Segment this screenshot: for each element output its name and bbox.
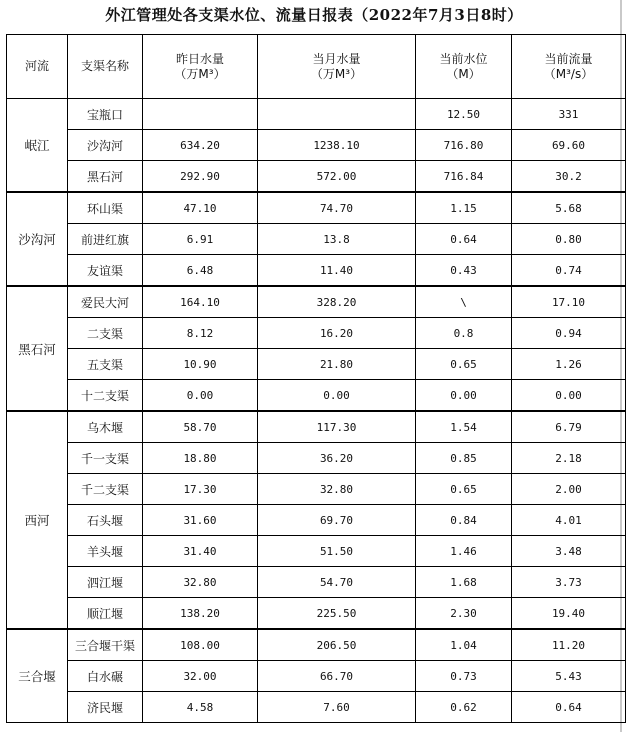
table-row xyxy=(7,192,626,224)
month-volume-cell xyxy=(258,99,416,130)
canal-name-cell: 二支渠 xyxy=(68,318,143,349)
month-volume-cell: 74.70 xyxy=(258,192,416,224)
canal-name-cell: 沙沟河 xyxy=(68,130,143,161)
header-yesterday-label: 昨日水量 xyxy=(175,51,224,66)
table-row xyxy=(7,629,626,661)
water-level-cell: 0.00 xyxy=(416,380,512,412)
month-volume-cell: 21.80 xyxy=(258,349,416,380)
river-name-cell: 岷江 xyxy=(7,99,68,193)
yesterday-volume-cell: 634.20 xyxy=(143,130,258,161)
table-row xyxy=(7,411,626,443)
river-name-cell: 黑石河 xyxy=(7,286,68,411)
header-month-unit: （万M³） xyxy=(310,66,363,81)
month-volume-cell: 206.50 xyxy=(258,629,416,661)
yesterday-volume-cell: 17.30 xyxy=(143,474,258,505)
table-row xyxy=(7,161,626,193)
header-row xyxy=(7,35,626,99)
month-volume-cell: 328.20 xyxy=(258,286,416,318)
canal-name-cell: 友谊渠 xyxy=(68,255,143,287)
canal-name-cell: 前进红旗 xyxy=(68,224,143,255)
yesterday-volume-cell: 47.10 xyxy=(143,192,258,224)
flow-rate-cell: 2.00 xyxy=(512,474,626,505)
header-river: 河流 xyxy=(7,35,68,99)
table-row xyxy=(7,380,626,412)
water-level-cell: 12.50 xyxy=(416,99,512,130)
canal-name-cell: 石头堰 xyxy=(68,505,143,536)
water-level-cell: 0.43 xyxy=(416,255,512,287)
header-flow-label: 当前流量 xyxy=(544,51,593,66)
header-flow xyxy=(512,35,626,99)
month-volume-cell: 572.00 xyxy=(258,161,416,193)
table-row xyxy=(7,692,626,723)
yesterday-volume-cell: 10.90 xyxy=(143,349,258,380)
table-row xyxy=(7,130,626,161)
yesterday-volume-cell xyxy=(143,99,258,130)
canal-name-cell: 泗江堰 xyxy=(68,567,143,598)
water-level-cell: 2.30 xyxy=(416,598,512,630)
yesterday-volume-cell: 32.00 xyxy=(143,661,258,692)
river-name-cell: 三合堰 xyxy=(7,629,68,723)
yesterday-volume-cell: 18.80 xyxy=(143,443,258,474)
month-volume-cell: 54.70 xyxy=(258,567,416,598)
canal-name-cell: 济民堰 xyxy=(68,692,143,723)
water-level-cell: 0.85 xyxy=(416,443,512,474)
canal-name-cell: 环山渠 xyxy=(68,192,143,224)
flow-rate-cell: 0.74 xyxy=(512,255,626,287)
month-volume-cell: 7.60 xyxy=(258,692,416,723)
yesterday-volume-cell: 58.70 xyxy=(143,411,258,443)
canal-name-cell: 宝瓶口 xyxy=(68,99,143,130)
river-name-cell: 沙沟河 xyxy=(7,192,68,286)
canal-name-cell: 千二支渠 xyxy=(68,474,143,505)
water-level-cell: 1.68 xyxy=(416,567,512,598)
month-volume-cell: 51.50 xyxy=(258,536,416,567)
flow-rate-cell: 17.10 xyxy=(512,286,626,318)
yesterday-volume-cell: 31.40 xyxy=(143,536,258,567)
header-level-label: 当前水位 xyxy=(439,51,488,66)
flow-rate-cell: 4.01 xyxy=(512,505,626,536)
canal-name-cell: 黑石河 xyxy=(68,161,143,193)
table-body xyxy=(7,99,626,723)
flow-rate-cell: 5.43 xyxy=(512,661,626,692)
month-volume-cell: 13.8 xyxy=(258,224,416,255)
water-level-cell: 716.84 xyxy=(416,161,512,193)
month-volume-cell: 66.70 xyxy=(258,661,416,692)
canal-name-cell: 白水碾 xyxy=(68,661,143,692)
header-yesterday xyxy=(143,35,258,99)
canal-name-cell: 十二支渠 xyxy=(68,380,143,412)
table-row xyxy=(7,661,626,692)
yesterday-volume-cell: 32.80 xyxy=(143,567,258,598)
water-level-cell: 0.84 xyxy=(416,505,512,536)
yesterday-volume-cell: 6.48 xyxy=(143,255,258,287)
table-row xyxy=(7,224,626,255)
flow-rate-cell: 0.00 xyxy=(512,380,626,412)
water-level-cell: 1.04 xyxy=(416,629,512,661)
yesterday-volume-cell: 31.60 xyxy=(143,505,258,536)
yesterday-volume-cell: 4.58 xyxy=(143,692,258,723)
flow-rate-cell: 3.48 xyxy=(512,536,626,567)
month-volume-cell: 1238.10 xyxy=(258,130,416,161)
month-volume-cell: 225.50 xyxy=(258,598,416,630)
table-row xyxy=(7,286,626,318)
flow-rate-cell: 0.80 xyxy=(512,224,626,255)
water-level-cell: 1.15 xyxy=(416,192,512,224)
report-table xyxy=(6,34,626,723)
water-level-cell: 716.80 xyxy=(416,130,512,161)
report-title: 外江管理处各支渠水位、流量日报表（2022年7月3日8时） xyxy=(105,6,523,24)
month-volume-cell: 69.70 xyxy=(258,505,416,536)
flow-rate-cell: 6.79 xyxy=(512,411,626,443)
flow-rate-cell: 19.40 xyxy=(512,598,626,630)
canal-name-cell: 五支渠 xyxy=(68,349,143,380)
yesterday-volume-cell: 6.91 xyxy=(143,224,258,255)
table-row xyxy=(7,99,626,130)
flow-rate-cell: 0.64 xyxy=(512,692,626,723)
header-yesterday-unit: （万M³） xyxy=(174,66,226,81)
yesterday-volume-cell: 108.00 xyxy=(143,629,258,661)
table-row xyxy=(7,536,626,567)
yesterday-volume-cell: 292.90 xyxy=(143,161,258,193)
flow-rate-cell: 69.60 xyxy=(512,130,626,161)
flow-rate-cell: 1.26 xyxy=(512,349,626,380)
water-level-cell: 0.64 xyxy=(416,224,512,255)
table-row xyxy=(7,318,626,349)
flow-rate-cell: 2.18 xyxy=(512,443,626,474)
table-row xyxy=(7,567,626,598)
flow-rate-cell: 0.94 xyxy=(512,318,626,349)
header-canal: 支渠名称 xyxy=(68,35,143,99)
yesterday-volume-cell: 138.20 xyxy=(143,598,258,630)
water-level-cell: 0.73 xyxy=(416,661,512,692)
yesterday-volume-cell: 164.10 xyxy=(143,286,258,318)
month-volume-cell: 32.80 xyxy=(258,474,416,505)
canal-name-cell: 羊头堰 xyxy=(68,536,143,567)
flow-rate-cell: 3.73 xyxy=(512,567,626,598)
header-flow-unit: （M³/s） xyxy=(543,66,594,81)
month-volume-cell: 36.20 xyxy=(258,443,416,474)
month-volume-cell: 117.30 xyxy=(258,411,416,443)
flow-rate-cell: 30.2 xyxy=(512,161,626,193)
water-level-cell: 0.62 xyxy=(416,692,512,723)
water-level-cell: 0.8 xyxy=(416,318,512,349)
water-level-cell: 0.65 xyxy=(416,349,512,380)
flow-rate-cell: 11.20 xyxy=(512,629,626,661)
table-row xyxy=(7,505,626,536)
header-level-unit: （M） xyxy=(446,66,481,81)
month-volume-cell: 16.20 xyxy=(258,318,416,349)
yesterday-volume-cell: 8.12 xyxy=(143,318,258,349)
water-level-cell: 0.65 xyxy=(416,474,512,505)
table-row xyxy=(7,349,626,380)
canal-name-cell: 千一支渠 xyxy=(68,443,143,474)
flow-rate-cell: 331 xyxy=(512,99,626,130)
table-row xyxy=(7,255,626,287)
table-row xyxy=(7,443,626,474)
table-row xyxy=(7,598,626,630)
canal-name-cell: 顺江堰 xyxy=(68,598,143,630)
river-name-cell: 西河 xyxy=(7,411,68,629)
yesterday-volume-cell: 0.00 xyxy=(143,380,258,412)
header-level xyxy=(416,35,512,99)
canal-name-cell: 乌木堰 xyxy=(68,411,143,443)
table-row xyxy=(7,474,626,505)
header-month xyxy=(258,35,416,99)
month-volume-cell: 11.40 xyxy=(258,255,416,287)
flow-rate-cell: 5.68 xyxy=(512,192,626,224)
water-level-cell: 1.54 xyxy=(416,411,512,443)
header-month-label: 当月水量 xyxy=(312,51,361,66)
canal-name-cell: 爱民大河 xyxy=(68,286,143,318)
water-level-cell: \ xyxy=(416,286,512,318)
month-volume-cell: 0.00 xyxy=(258,380,416,412)
water-level-cell: 1.46 xyxy=(416,536,512,567)
canal-name-cell: 三合堰干渠 xyxy=(68,629,143,661)
